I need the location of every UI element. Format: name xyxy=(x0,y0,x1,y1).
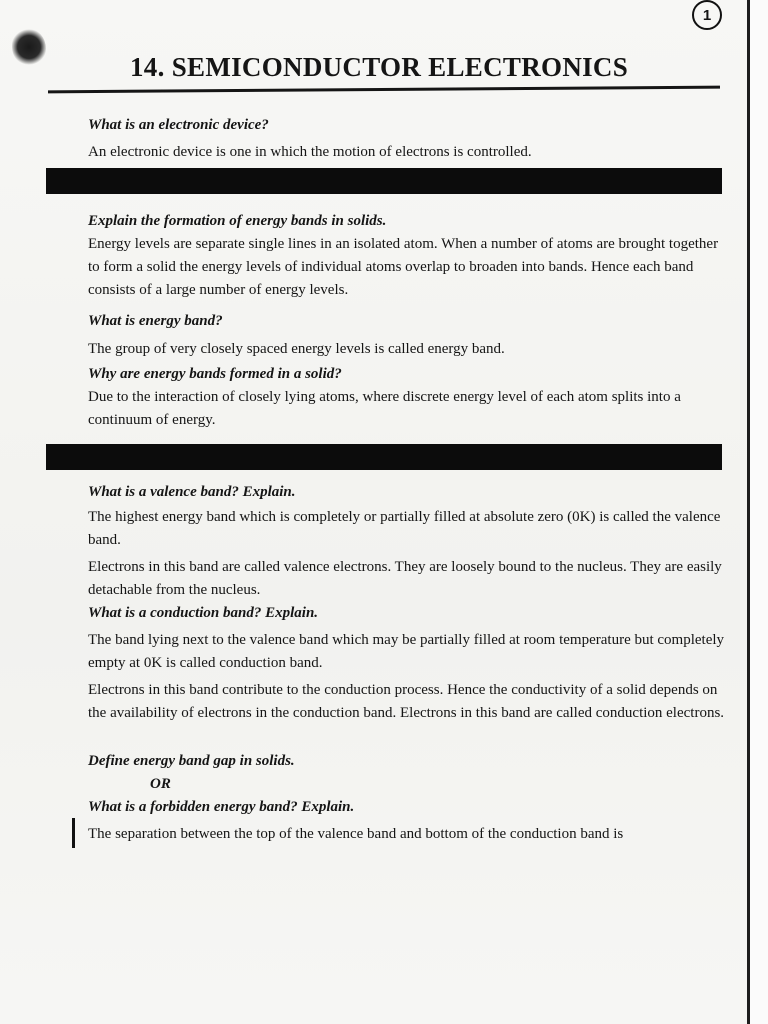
page-number: 1 xyxy=(692,0,722,30)
section-energy-band-formation xyxy=(88,210,728,302)
question-heading: What is an electronic device? xyxy=(88,117,269,133)
section-valence-band xyxy=(88,481,728,602)
answer-paragraph: An electronic device is one in which the motion of electrons is controlled. xyxy=(88,144,532,160)
question-heading: Why are energy bands formed in a solid? xyxy=(88,366,342,382)
question-heading: What is a conduction band? Explain. xyxy=(88,605,319,621)
answer-paragraph: Electrons in this band contribute to the conduction process. Hence the conductivity of a solid depends on the availability of electrons in the conduction band. Electrons in this band are called conduction electrons. xyxy=(88,682,725,721)
question-heading: What is a forbidden energy band? Explain. xyxy=(88,799,355,815)
ink-blot xyxy=(12,28,46,66)
answer-paragraph: Electrons in this band are called valence electrons. They are loosely bound to the nucleus. They are easily detachable from the nucleus. xyxy=(88,559,722,598)
answer-paragraph: The group of very closely spaced energy levels is called energy band. xyxy=(88,341,505,357)
answer-paragraph: The highest energy band which is completely or partially filled at absolute zero (0K) is called the valence band. xyxy=(88,509,721,548)
question-heading: What is energy band? xyxy=(88,313,223,329)
black-banner xyxy=(46,168,722,194)
chapter-title: 14. SEMICONDUCTOR ELECTRONICS xyxy=(130,52,629,82)
page-edge-shadow xyxy=(750,0,768,1024)
or-label: OR xyxy=(150,776,171,792)
section-why-energy-bands xyxy=(88,363,728,432)
section-electronic-device xyxy=(88,114,728,164)
section-forbidden-band xyxy=(88,823,728,846)
answer-paragraph: The separation between the top of the valence band and bottom of the conduction band is xyxy=(88,826,624,842)
answer-paragraph: Due to the interaction of closely lying atoms, where discrete energy level of each atom splits into a continuum of energy. xyxy=(88,389,681,428)
margin-bracket-mark xyxy=(72,818,75,848)
question-heading: Define energy band gap in solids. xyxy=(88,753,295,769)
question-heading: Explain the formation of energy bands in solids. xyxy=(88,213,387,229)
question-heading: What is a valence band? Explain. xyxy=(88,484,296,500)
answer-paragraph: The band lying next to the valence band which may be partially filled at room temperature but completely empty at 0K is called conduction band. xyxy=(88,632,725,671)
section-energy-band xyxy=(88,310,728,361)
title-underline xyxy=(48,86,720,94)
page-edge-line xyxy=(747,0,750,1024)
black-banner xyxy=(46,444,722,470)
section-conduction-band xyxy=(88,602,728,725)
answer-paragraph: Energy levels are separate single lines in an isolated atom. When a number of atoms are brought together to form a solid the energy levels of individual atoms overlap to broaden into bands. Hence each band consists of a large number of energy levels. xyxy=(88,236,719,298)
section-band-gap xyxy=(88,750,728,819)
